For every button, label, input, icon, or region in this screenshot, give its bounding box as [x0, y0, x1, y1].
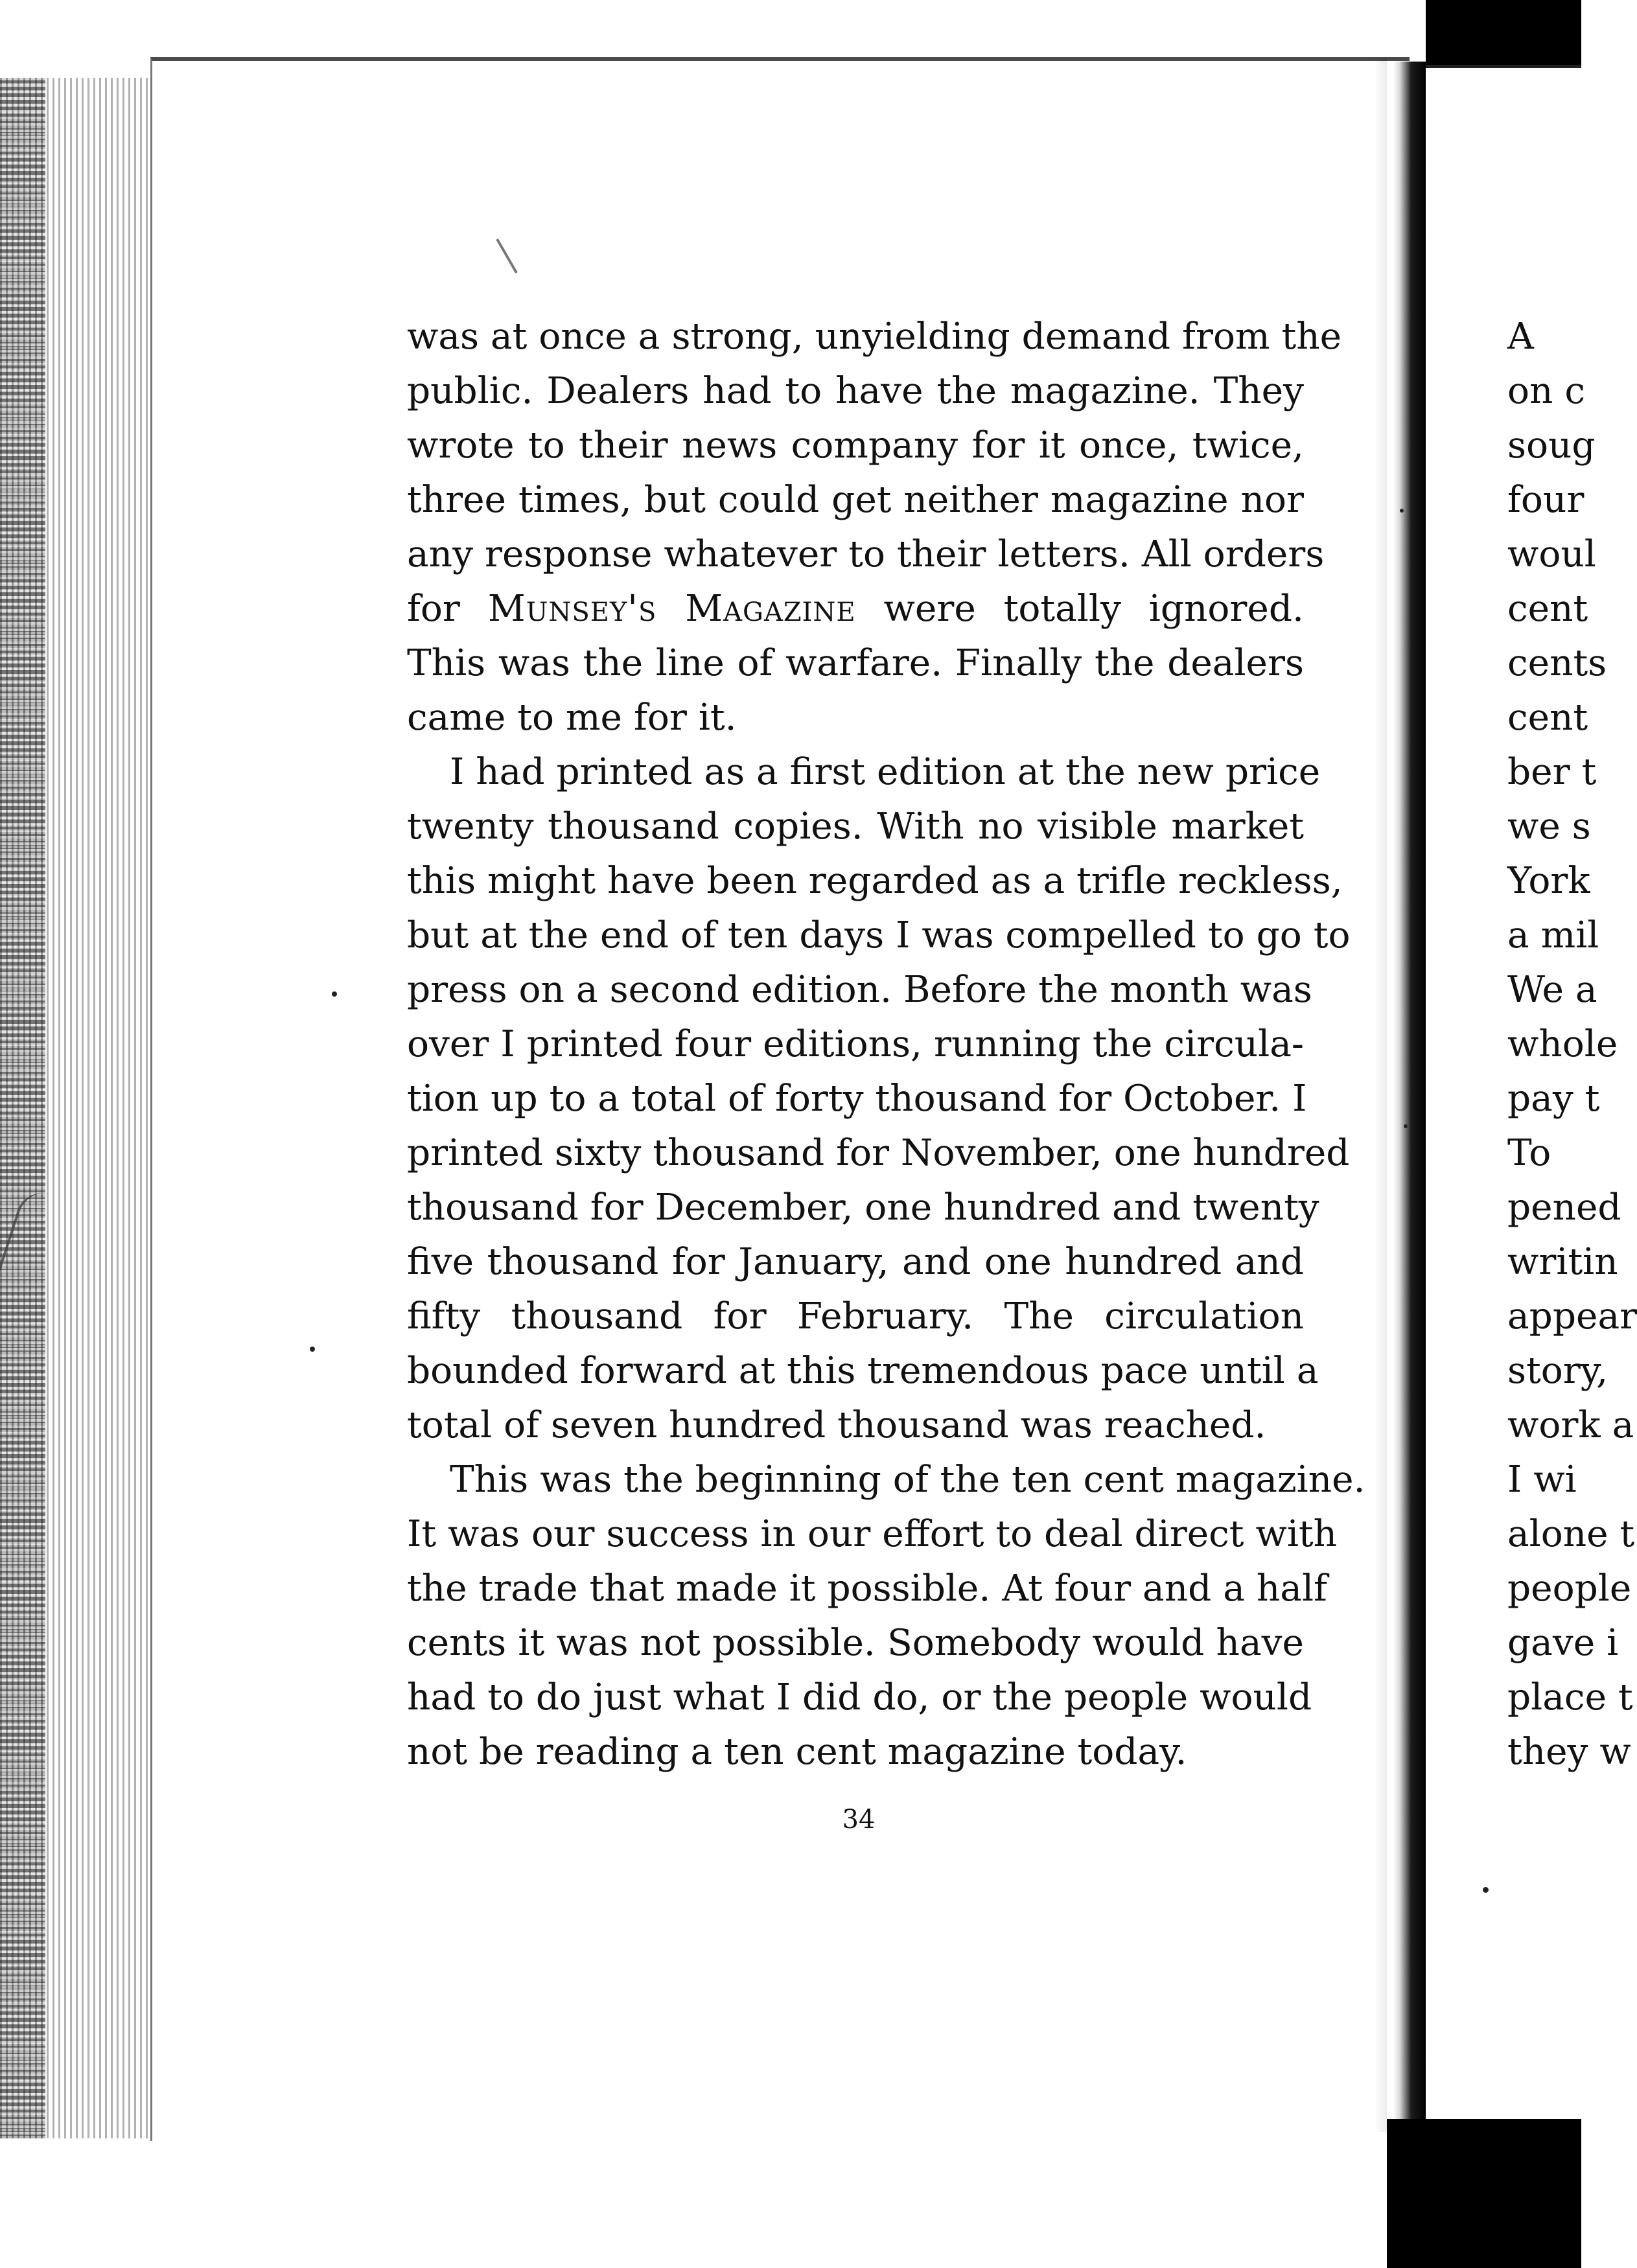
facing-text-line: To	[1507, 1132, 1551, 1174]
facing-text-line: on c	[1507, 370, 1586, 412]
text-line: This was the line of warfare. Finally the dealers	[407, 642, 1304, 684]
facing-text-line: place t	[1507, 1676, 1633, 1718]
facing-text-line: cents	[1507, 642, 1607, 684]
text-line: fifty thousand for February. The circulation	[407, 1295, 1304, 1337]
text-line: total of seven hundred thousand was reached.	[407, 1404, 1266, 1446]
facing-text-line: story,	[1507, 1350, 1608, 1392]
body-text	[407, 310, 1365, 1779]
text-line: printed sixty thousand for November, one hundred	[407, 1132, 1350, 1174]
magazine-name: Munsey's Magazine	[487, 588, 856, 630]
text-line: any response whatever to their letters. All orders	[407, 533, 1325, 575]
facing-text-line: work a	[1507, 1404, 1634, 1446]
text-line: this might have been regarded as a trifle reckless,	[407, 860, 1343, 902]
text-line: bounded forward at this tremendous pace until a	[407, 1350, 1319, 1392]
facing-page-top-shadow	[1426, 0, 1581, 65]
scan-speck	[1400, 509, 1404, 513]
facing-text-line: soug	[1507, 424, 1596, 467]
facing-text-line: gave i	[1507, 1622, 1619, 1664]
facing-text-line: they w	[1507, 1731, 1631, 1773]
gutter-shadow	[1374, 58, 1387, 2132]
scan-speck	[310, 1347, 315, 1352]
facing-text-line: appear	[1507, 1295, 1637, 1337]
text-line: public. Dealers had to have the magazine. They	[407, 370, 1304, 412]
text-line: came to me for it.	[407, 697, 737, 739]
facing-text-line: we s	[1507, 805, 1591, 848]
text-line: It was our success in our effort to deal direct with	[407, 1513, 1337, 1555]
facing-text-line: a mil	[1507, 914, 1599, 956]
text-line: not be reading a ten cent magazine today.	[407, 1731, 1187, 1773]
facing-text-line: whole	[1507, 1023, 1618, 1065]
facing-text-line: people	[1507, 1568, 1632, 1610]
text-line: twenty thousand copies. With no visible market	[407, 805, 1304, 848]
text-line: but at the end of ten days I was compelled to go to	[407, 914, 1351, 956]
facing-text-line: writin	[1507, 1241, 1618, 1283]
facing-text-line: I wi	[1507, 1459, 1577, 1501]
facing-text-line: pay t	[1507, 1078, 1600, 1120]
text-line: over I printed four editions, running the circula-	[407, 1023, 1304, 1065]
facing-page-bottom-shadow	[1387, 2119, 1581, 2268]
facing-text-line: We a	[1507, 969, 1597, 1011]
scan-speck	[332, 991, 337, 997]
facing-text-line: York	[1507, 860, 1590, 902]
scan-speck	[1483, 1887, 1489, 1893]
text-line: tion up to a total of forty thousand for October. I	[407, 1078, 1307, 1120]
text-line: five thousand for January, and one hundred and	[407, 1241, 1304, 1283]
facing-text-line: ber t	[1507, 751, 1597, 793]
text-line: was at once a strong, unyielding demand from the	[407, 316, 1342, 358]
text-line: This was the beginning of the ten cent magazine.	[450, 1459, 1365, 1501]
facing-text-line: cent	[1507, 588, 1588, 630]
facing-text-line: woul	[1507, 533, 1596, 575]
text-line: three times, but could get neither magazine nor	[407, 479, 1304, 521]
text-line: for Munsey's Magazine were totally ignored.	[407, 588, 1304, 630]
facing-text-line: A	[1507, 316, 1534, 358]
facing-text-line: alone t	[1507, 1513, 1635, 1555]
text-line: thousand for December, one hundred and twenty	[407, 1186, 1319, 1229]
facing-text-line: pened	[1507, 1186, 1621, 1229]
facing-text-line: cent	[1507, 697, 1588, 739]
text-line: cents it was not possible. Somebody would have	[407, 1622, 1304, 1664]
text-line: press on a second edition. Before the month was	[407, 969, 1312, 1011]
page-edge-texture	[0, 78, 149, 2138]
text-line: wrote to their news company for it once, twice,	[407, 424, 1304, 467]
text-line: I had printed as a first edition at the new price	[450, 751, 1321, 793]
page-number: 34	[842, 1805, 876, 1834]
text-line: the trade that made it possible. At four and a half	[407, 1568, 1327, 1610]
facing-text-line: four	[1507, 479, 1585, 521]
scan-speck	[1404, 1124, 1408, 1128]
book-gutter	[1393, 62, 1426, 2122]
text-line: had to do just what I did do, or the people would	[407, 1676, 1312, 1718]
facing-page-text	[1507, 310, 1637, 1779]
